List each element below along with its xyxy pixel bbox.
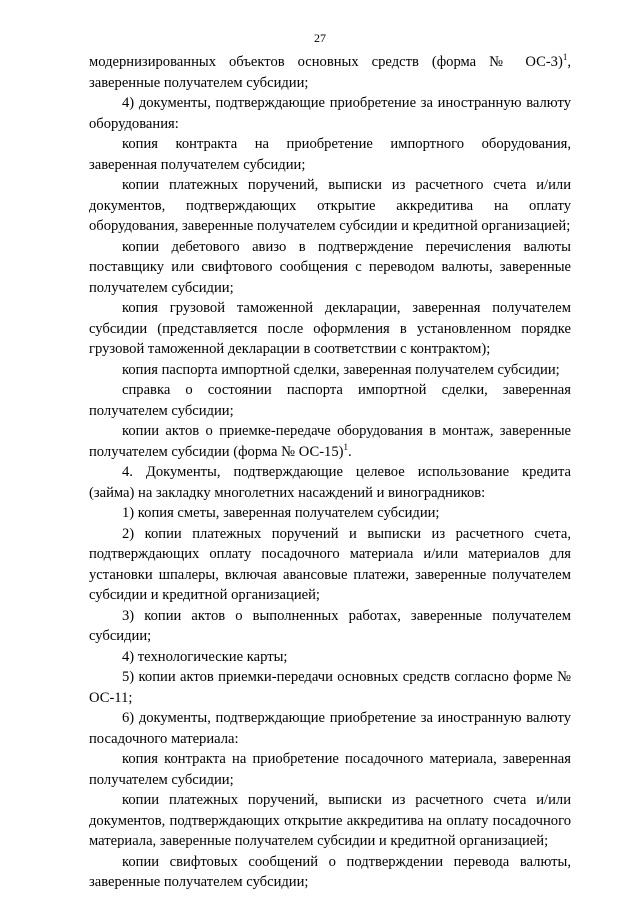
paragraph-text: копия паспорта импортной сделки, заверенная получателем субсидии;: [122, 361, 560, 378]
paragraph: [89, 298, 571, 360]
paragraph-text: копия грузовой таможенной декларации, заверенная получателем субсидии (представляется после оформления в установленном порядке грузовой таможенной декларации в соответствии с контрактом);: [89, 300, 571, 357]
paragraph-text: 2) копии платежных поручений и выписки из расчетного счета, подтверждающих оплату посадочного материала и/или материалов для установки шпалеры, включая авансовые платежи, заверенные получателем субсидии и кредитной организацией;: [89, 525, 571, 603]
paragraph: [89, 606, 571, 647]
paragraph: [89, 421, 571, 462]
paragraph: [89, 524, 571, 606]
paragraph: [89, 790, 571, 852]
paragraph-text: 6) документы, подтверждающие приобретение за иностранную валюту посадочного материала:: [89, 710, 571, 747]
paragraph-text: 3) копии актов о выполненных работах, заверенные получателем субсидии;: [89, 607, 571, 644]
paragraph-text: модернизированных объектов основных средств (форма № ОС-3): [89, 54, 563, 70]
paragraph: [89, 667, 571, 708]
paragraph: [89, 462, 571, 503]
paragraph: [89, 52, 571, 93]
paragraph: [89, 175, 571, 237]
paragraph-punctuation: ,: [567, 54, 571, 70]
paragraph: [89, 134, 571, 175]
paragraph: [89, 852, 571, 893]
paragraph: [89, 503, 571, 524]
paragraph-text: копия контракта на приобретение посадочного материала, заверенная получателем субсидии;: [89, 751, 571, 788]
paragraph-punctuation: .: [348, 443, 352, 460]
paragraph-text: 5) копии актов приемки-передачи основных средств согласно форме № ОС-11;: [89, 669, 571, 706]
paragraph: [89, 708, 571, 749]
page-number: 27: [314, 31, 326, 45]
paragraph-text: справка о состоянии паспорта импортной сделки, заверенная получателем субсидии;: [89, 382, 571, 419]
paragraph-text: копия контракта на приобретение импортного оборудования, заверенная получателем субсидии;: [89, 136, 571, 173]
paragraph-text: копии свифтовых сообщений о подтверждении перевода валюты, заверенные получателем субсидии;: [89, 853, 571, 890]
paragraph-text: копии дебетового авизо в подтверждение перечисления валюты поставщику или свифтового сообщения с переводом валюты, заверенные получателем субсидии;: [89, 238, 571, 296]
paragraph-text: копии платежных поручений, выписки из расчетного счета и/или документов, подтверждающих открытие аккредитива на оплату оборудования, заверенные получателем субсидии и кредитной организацией;: [89, 177, 571, 234]
paragraph: [89, 647, 571, 668]
paragraph: [89, 360, 571, 381]
paragraph-text: 4) документы, подтверждающие приобретение за иностранную валюту оборудования:: [89, 95, 571, 132]
paragraph-text: 4) технологические карты;: [122, 648, 288, 665]
paragraph: [89, 237, 571, 299]
paragraph-text: копии платежных поручений, выписки из расчетного счета и/или документов, подтверждающих открытие аккредитива на оплату посадочного материала, заверенные получателем субсидии и кредитной организацией;: [89, 792, 571, 849]
paragraph: [89, 93, 571, 134]
paragraph-continuation: заверенные получателем субсидии;: [89, 74, 309, 91]
paragraph-text: 1) копия сметы, заверенная получателем субсидии;: [122, 505, 440, 521]
document-body: [89, 52, 571, 893]
paragraph-text: копии актов о приемке-передаче оборудования в монтаж, заверенные получателем субсидии (форма № ОС-15): [89, 423, 571, 460]
paragraph: [89, 749, 571, 790]
paragraph: [89, 380, 571, 421]
footnote-mark: 1: [343, 441, 349, 452]
paragraph-text: 4. Документы, подтверждающие целевое использование кредита (займа) на закладку многолетних насаждений и виноградников:: [89, 464, 571, 501]
footnote-mark: 1: [562, 52, 568, 63]
